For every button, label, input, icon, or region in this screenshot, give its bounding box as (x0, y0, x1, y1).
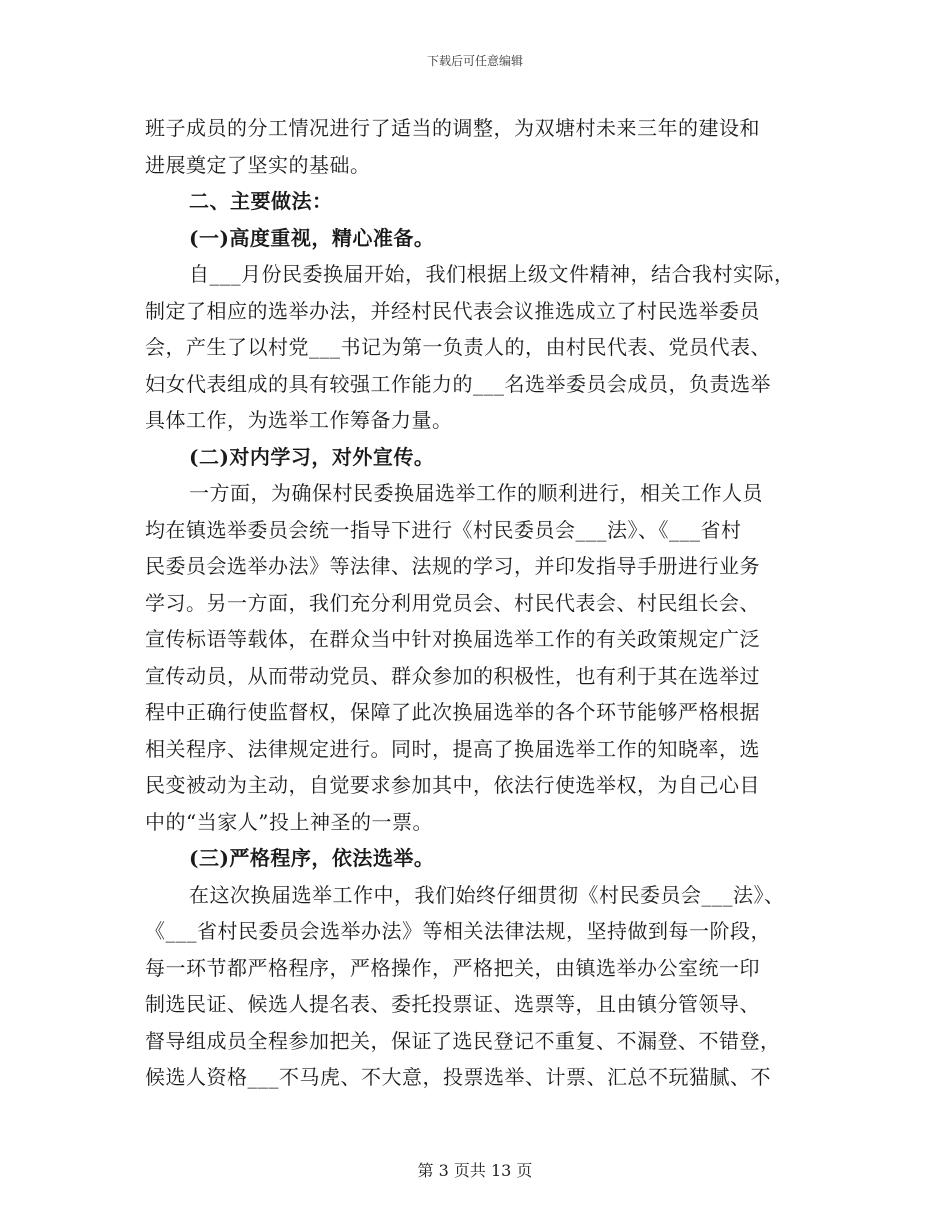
paragraph-line: 《___省村民委员会选举办法》等相关法律法规，坚持做到每一阶段， (145, 919, 771, 943)
paragraph-line: 具体工作，为选举工作筹备力量。 (145, 408, 453, 432)
paragraph-line: 妇女代表组成的具有较强工作能力的___名选举委员会成员，负责选举 (145, 371, 771, 396)
page-header: 下载后可任意编辑 (426, 54, 523, 68)
paragraph-line: 均在镇选举委员会统一指导下进行《村民委员会___法》、《___省村 (145, 517, 742, 542)
paragraph-line: 宣传动员，从而带动党员、群众参加的积极性，也有利于其在选举过 (145, 663, 760, 688)
paragraph-line: 会，产生了以村党___书记为第一负责人的，由村民代表、党员代表、 (145, 335, 771, 359)
paragraph-line: 自___月份民委换届开始，我们根据上级文件精神，结合我村实际， (189, 262, 795, 286)
paragraph-line: 督导组成员全程参加把关，保证了选民登记不重复、不漏登、不错登， (145, 1028, 781, 1053)
paragraph-line: 制定了相应的选举办法，并经村民代表会议推选成立了村民选举委员 (145, 298, 760, 323)
paragraph-line: 相关程序、法律规定进行。同时，提高了换届选举工作的知晓率，选 (145, 736, 760, 761)
page-footer: 第 3 页共 13 页 (417, 1161, 533, 1180)
paragraph-line: 宣传标语等载体，在群众当中针对换届选举工作的有关政策规定广泛 (145, 627, 760, 651)
subsection-heading: (一)高度重视，精心准备。 (189, 225, 435, 250)
subsection-heading: (三)严格程序，依法选举。 (189, 846, 435, 870)
paragraph-line: 中的“当家人”投上神圣的一票。 (145, 809, 433, 834)
paragraph-line: 民变被动为主动，自觉要求参加其中，依法行使选举权，为自己心目 (145, 773, 760, 797)
document-body (145, 110, 825, 1096)
section-heading: 二、主要做法： (189, 189, 333, 213)
paragraph-line: 民委员会选举办法》等法律、法规的学习，并印发指导手册进行业务 (145, 554, 760, 578)
paragraph-line: 班子成员的分工情况进行了适当的调整，为双塘村未来三年的建设和 (145, 116, 760, 140)
paragraph-line: 候选人资格___不马虎、不大意，投票选举、计票、汇总不玩猫腻、不 (145, 1065, 771, 1089)
paragraph-line: 制选民证、候选人提名表、委托投票证、选票等，且由镇分管领导、 (145, 992, 760, 1016)
paragraph-line: 程中正确行使监督权，保障了此次换届选举的各个环节能够严格根据 (145, 700, 760, 724)
paragraph-line: 一方面，为确保村民委换届选举工作的顺利进行，相关工作人员 (189, 481, 763, 505)
paragraph-line: 进展奠定了坚实的基础。 (145, 152, 371, 177)
paragraph-line: 每一环节都严格程序，严格操作，严格把关，由镇选举办公室统一印 (145, 955, 760, 980)
paragraph-line: 学习。另一方面，我们充分利用党员会、村民代表会、村民组长会、 (145, 590, 760, 615)
subsection-heading: (二)对内学习，对外宣传。 (189, 444, 435, 469)
paragraph-line: 在这次换届选举工作中，我们始终仔细贯彻《村民委员会___法》、 (189, 882, 785, 907)
